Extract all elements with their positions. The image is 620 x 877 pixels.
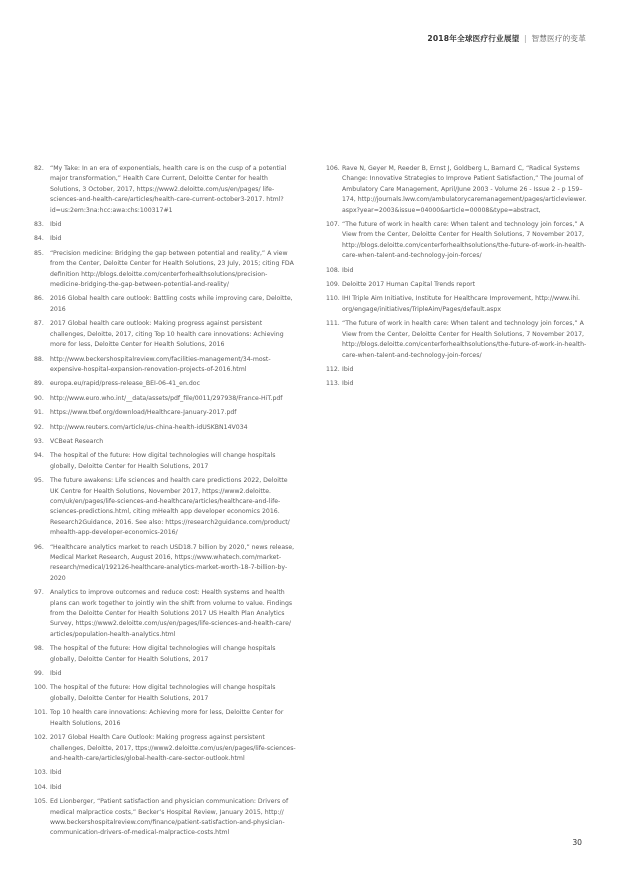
reference-number: 96. bbox=[34, 543, 44, 551]
reference-item bbox=[34, 249, 296, 291]
reference-text: http://www.euro.who.int/__data/assets/pdf_file/0011/297938/France-HiT.pdf bbox=[50, 394, 283, 402]
reference-item bbox=[326, 266, 590, 276]
reference-item bbox=[34, 408, 296, 418]
reference-number: 87. bbox=[34, 320, 44, 328]
reference-item bbox=[326, 319, 590, 361]
reference-number: 88. bbox=[34, 355, 44, 363]
reference-text: The hospital of the future: How digital technologies will change hospitals globally, Deloitte Center for Health Solutions, 2017 bbox=[50, 645, 276, 663]
header-separator: | bbox=[524, 34, 527, 43]
reference-item bbox=[326, 220, 590, 262]
reference-text: Deloitte 2017 Human Capital Trends report bbox=[342, 281, 476, 289]
reference-text: “The future of work in health care: When talent and technology join forces,” A View from the Center, Deloitte Center for Health Solutions, 7 November 2017, http://blogs.deloitte.com/centerforhealthsolutions/the-future-of-work-in-health-care-when-talent-and-technology-join-forces/ bbox=[342, 320, 587, 359]
report-title: 2018年全球医疗行业展望 bbox=[427, 34, 520, 43]
reference-number: 108. bbox=[326, 266, 340, 274]
reference-number: 83. bbox=[34, 221, 44, 229]
reference-number: 99. bbox=[34, 670, 44, 678]
reference-item bbox=[326, 379, 590, 389]
reference-text: http://www.beckershospitalreview.com/facilities-management/34-most-expensive-hospital-expansion-renovation-projects-of-2016.html bbox=[50, 355, 271, 373]
reference-item bbox=[34, 234, 296, 244]
reference-number: 101. bbox=[34, 709, 48, 717]
reference-number: 102. bbox=[34, 734, 48, 742]
references-left-column bbox=[34, 164, 296, 843]
reference-number: 92. bbox=[34, 423, 44, 431]
reference-text: “My Take: In an era of exponentials, health care is on the cusp of a potential major transformation,” Health Care Current, Deloitte Center for health Solutions, 3 October, 2017, https://www2.deloitte.com/us/en/pages/ life-sciences-and-health-care/articles/health-care-current-october3-2017. html?id=us:2em:3na:hcc:awa:chs:100317#1 bbox=[50, 165, 287, 214]
reference-text: The future awakens: Life sciences and health care predictions 2022, Deloitte UK Centre for Health Solutions, November 2017, https://www2.deloitte. com/uk/en/pages/life-sciences-and-healthcare/articles/healthcare-and-life-sciences-predictions.html, citing mHealth app developer economics 2016. Research2Guidance, 2016. See also: https://research2guidance.com/product/ mhealth-app-developer-economics-2016/ bbox=[50, 477, 290, 537]
reference-item bbox=[34, 294, 296, 315]
reference-text: “Healthcare analytics market to reach USD18.7 billion by 2020,” news release, Medical Market Research, August 2016, https://www.whatech.com/market-research/medical/192126-healthcare-analytics-market-worth-18-7-billion-by-2020 bbox=[50, 543, 295, 582]
reference-item bbox=[326, 365, 590, 375]
reference-item bbox=[34, 708, 296, 729]
reference-text: Ibid bbox=[342, 380, 354, 388]
reference-text: Ibid bbox=[342, 365, 354, 373]
reference-text: The hospital of the future: How digital technologies will change hospitals globally, Deloitte Center for Health Solutions, 2017 bbox=[50, 452, 276, 470]
reference-item bbox=[34, 423, 296, 433]
reference-item bbox=[34, 683, 296, 704]
reference-number: 93. bbox=[34, 437, 44, 445]
reference-item bbox=[34, 355, 296, 376]
reference-text: 2016 Global health care outlook: Battling costs while improving care, Deloitte, 2016 bbox=[50, 295, 293, 313]
reference-number: 98. bbox=[34, 645, 44, 653]
reference-number: 103. bbox=[34, 769, 48, 777]
reference-text: Ibid bbox=[50, 769, 62, 777]
reference-item bbox=[34, 379, 296, 389]
reference-text: europa.eu/rapid/press-release_BEI-06-41_en.doc bbox=[50, 380, 200, 388]
reference-number: 109. bbox=[326, 281, 340, 289]
reference-number: 91. bbox=[34, 409, 44, 417]
reference-text: Analytics to improve outcomes and reduce cost: Health systems and health plans can work together to jointly win the shift from volume to value. Findings from the Deloitte Center for Health Solutions 2017 US Health Plan Analytics Survey, https://www2.deloitte.com/us/en/pages/life-sciences-and-health-care/ articles/population-health-analytics.html bbox=[50, 589, 293, 638]
references-right-column bbox=[326, 164, 590, 394]
reference-number: 106. bbox=[326, 165, 340, 172]
reference-item bbox=[326, 164, 590, 216]
reference-text: Ibid bbox=[50, 235, 62, 243]
reference-number: 112. bbox=[326, 365, 340, 373]
reference-number: 95. bbox=[34, 477, 44, 485]
reference-item bbox=[34, 783, 296, 793]
reference-text: VCBeat Research bbox=[50, 437, 104, 445]
reference-number: 84. bbox=[34, 235, 44, 243]
reference-item bbox=[34, 797, 296, 839]
reference-number: 86. bbox=[34, 295, 44, 303]
reference-number: 90. bbox=[34, 394, 44, 402]
reference-number: 110. bbox=[326, 295, 340, 303]
reference-item bbox=[34, 733, 296, 764]
reference-item bbox=[34, 476, 296, 538]
reference-item bbox=[34, 768, 296, 778]
reference-item bbox=[34, 451, 296, 472]
reference-text: IHI Triple Aim Initiative, Institute for Healthcare Improvement, http://www.ihi. org/engage/initiatives/TripleAim/Pages/default.aspx bbox=[342, 295, 580, 313]
reference-number: 97. bbox=[34, 589, 44, 597]
reference-number: 85. bbox=[34, 249, 44, 257]
reference-item bbox=[34, 437, 296, 447]
reference-number: 89. bbox=[34, 380, 44, 388]
reference-text: Ed Lionberger, “Patient satisfaction and physician communication: Drivers of medical malpractice costs,” Becker’s Hospital Review, January 2015, http:// www.beckershospitalreview.com/finance/patient-satisfaction-and-physician-communication-drivers-of-medical-malpractice-costs.html bbox=[50, 798, 289, 837]
reference-number: 113. bbox=[326, 380, 340, 388]
reference-number: 100. bbox=[34, 684, 48, 692]
reference-item bbox=[34, 319, 296, 350]
reference-number: 111. bbox=[326, 320, 340, 328]
reference-text: http://www.reuters.com/article/us-china-health-idUSKBN14V034 bbox=[50, 423, 248, 431]
reference-item bbox=[34, 164, 296, 216]
page-number: 30 bbox=[572, 838, 582, 847]
reference-text: Ibid bbox=[50, 221, 62, 229]
reference-item bbox=[34, 394, 296, 404]
reference-item bbox=[34, 669, 296, 679]
reference-number: 94. bbox=[34, 452, 44, 460]
reference-text: The hospital of the future: How digital technologies will change hospitals globally, Deloitte Center for Health Solutions, 2017 bbox=[50, 684, 276, 702]
reference-text: “Precision medicine: Bridging the gap between potential and reality,” A view from the Center, Deloitte Center for Health Solutions, 23 July, 2015; citing FDA definition http://blogs.deloitte.com/centerforhealthsolutions/precision-medicine-bridging-the-gap-between-potential-and-reality/ bbox=[50, 249, 294, 289]
reference-text: Ibid bbox=[50, 670, 62, 678]
reference-text: Top 10 health care innovations: Achieving more for less, Deloitte Center for Health Solutions, 2016 bbox=[50, 709, 284, 727]
reference-number: 107. bbox=[326, 221, 340, 229]
reference-text: 2017 Global health care outlook: Making progress against persistent challenges, Deloitte, 2017, citing Top 10 health care innovations: Achieving more for less, Deloitte Center for Health Solutions, 2016 bbox=[50, 320, 284, 349]
reference-text: Ibid bbox=[50, 783, 62, 791]
reference-item bbox=[34, 220, 296, 230]
reference-number: 104. bbox=[34, 783, 48, 791]
reference-number: 82. bbox=[34, 165, 44, 172]
reference-text: “The future of work in health care: When talent and technology join forces,” A View from the Center, Deloitte Center for Health Solutions, 7 November 2017, http://blogs.deloitte.com/centerforhealthsolutions/the-future-of-work-in-health-care-when-talent-and-technology-join-forces/ bbox=[342, 221, 587, 260]
reference-item bbox=[34, 588, 296, 640]
report-subtitle: 智慧医疗的变革 bbox=[531, 34, 586, 43]
reference-text: Rave N, Geyer M, Reeder B, Ernst J, Goldberg L, Barnard C, “Radical Systems Change: Innovative Strategies to Improve Patient Satisfaction,” The Journal of Ambulatory Care Management, April/June 2003 - Volume 26 - Issue 2 - p 159–174, http://journals.lww.com/ambulatorycaremanagement/pages/articleviewer. aspx?year=2003&issue=04000&article=00008&type=abstract, bbox=[342, 165, 587, 214]
reference-text: https://www.tbef.org/download/Healthcare-January-2017.pdf bbox=[50, 409, 237, 417]
reference-number: 105. bbox=[34, 798, 48, 806]
reference-item bbox=[326, 294, 590, 315]
reference-text: 2017 Global Health Care Outlook: Making progress against persistent challenges, Deloitte, 2017, ttps://www2.deloitte.com/us/en/pages/life-sciences-and-health-care/articles/global-health-care-sector-outlook.html bbox=[50, 734, 296, 762]
reference-text: Ibid bbox=[342, 266, 354, 274]
reference-item bbox=[34, 644, 296, 665]
reference-item bbox=[326, 280, 590, 290]
reference-item bbox=[34, 543, 296, 585]
page-header bbox=[427, 33, 586, 44]
